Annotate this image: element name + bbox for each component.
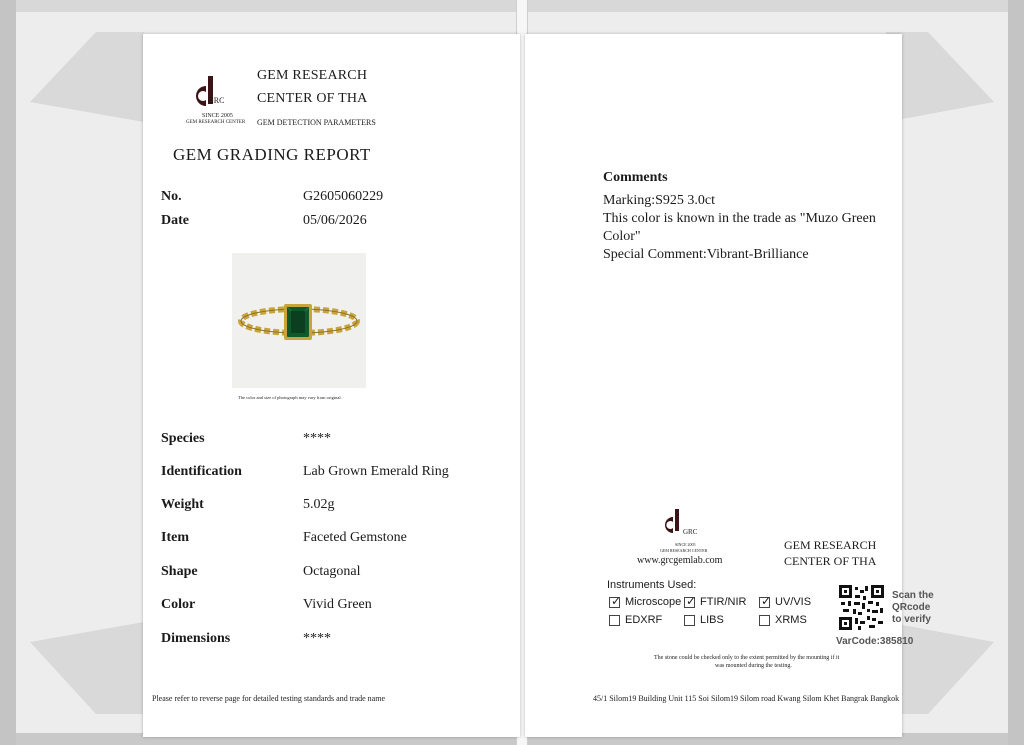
qr-code-icon[interactable] <box>839 585 884 630</box>
folder-top-edge <box>0 0 1024 12</box>
number-value: G2605060229 <box>303 189 384 204</box>
report-right-page <box>525 34 902 737</box>
number-label: No. <box>161 189 182 204</box>
libs-label: LIBS <box>700 614 724 626</box>
item-label: Item <box>161 530 189 545</box>
edxrf-label: EDXRF <box>625 614 663 626</box>
xrms-label: XRMS <box>775 614 807 626</box>
check-mark-icon: ✓ <box>761 594 772 608</box>
comment-trade-color-cont: Color" <box>603 229 641 244</box>
website-link[interactable]: www.grcgemlab.com <box>637 555 723 566</box>
xrms-checkbox[interactable] <box>759 615 770 626</box>
footer-org-line2: CENTER OF THA <box>784 554 877 568</box>
footer-logo-since: SINCE 2005 <box>675 542 696 547</box>
dimensions-label: Dimensions <box>161 631 231 646</box>
libs-checkbox[interactable] <box>684 615 695 626</box>
mount-note-line1: The stone could be checked only to the extent permitted by the mounting if it <box>654 655 840 661</box>
report-title: GEM GRADING REPORT <box>173 145 371 164</box>
photo-caption: The color and size of photograph may vary from original. <box>238 395 342 400</box>
comments-heading: Comments <box>603 170 668 185</box>
edxrf-checkbox[interactable] <box>609 615 620 626</box>
footer-org-line1: GEM RESEARCH <box>784 538 877 552</box>
reverse-page-note: Please refer to reverse page for detailed testing standards and trade name <box>152 694 386 703</box>
dimensions-value: **** <box>303 631 331 646</box>
logo-since: SINCE 2005 <box>202 113 233 119</box>
species-value: **** <box>303 431 331 446</box>
weight-label: Weight <box>161 497 204 512</box>
folder-right-edge <box>1008 0 1024 745</box>
shape-label: Shape <box>161 564 198 579</box>
identification-label: Identification <box>161 464 242 479</box>
org-tagline: GEM DETECTION PARAMETERS <box>257 118 376 127</box>
footer-logo-letters: GRC <box>683 528 698 536</box>
grc-logo-icon <box>194 74 234 116</box>
mount-note-line2: was mounted during the testing. <box>715 663 792 669</box>
logo-sub: GEM RESEARCH CENTER <box>186 120 246 125</box>
folder-left-edge <box>0 0 16 745</box>
org-name-line1: GEM RESEARCH <box>257 68 368 83</box>
microscope-label: Microscope <box>625 596 682 608</box>
ring-photo <box>232 253 366 388</box>
uv-vis-checkbox[interactable] <box>759 594 772 608</box>
species-label: Species <box>161 431 205 446</box>
check-mark-icon: ✓ <box>686 594 697 608</box>
org-name-line2: CENTER OF THA <box>257 91 368 106</box>
scan-line1: Scan the <box>892 590 934 601</box>
date-label: Date <box>161 213 189 228</box>
date-value: 05/06/2026 <box>303 213 367 228</box>
weight-value: 5.02g <box>303 497 335 512</box>
comment-special: Special Comment:Vibrant-Brilliance <box>603 247 809 262</box>
comment-marking: Marking:S925 3.0ct <box>603 193 715 208</box>
logo-letters: GRC <box>208 96 225 105</box>
color-value: Vivid Green <box>303 597 372 612</box>
scan-line2: QRcode <box>892 602 931 613</box>
uv-vis-label: UV/VIS <box>775 596 812 608</box>
ftir-nir-checkbox[interactable] <box>684 594 697 608</box>
identification-value: Lab Grown Emerald Ring <box>303 464 449 479</box>
shape-value: Octagonal <box>303 564 361 579</box>
check-mark-icon: ✓ <box>611 594 622 608</box>
emerald-ring-icon <box>232 253 366 388</box>
lab-address: 45/1 Silom19 Building Unit 115 Soi Silom19 Silom road Kwang Silom Khet Bangrak Bangkok <box>593 694 900 703</box>
comment-trade-color: This color is known in the trade as "Muzo Green <box>603 211 876 226</box>
footer-logo-sub: GEM RESEARCH CENTER <box>660 548 708 553</box>
var-code: VarCode:385810 <box>836 636 914 647</box>
instruments-heading: Instruments Used: <box>607 579 697 591</box>
color-label: Color <box>161 597 196 612</box>
ftir-nir-label: FTIR/NIR <box>700 596 747 608</box>
scan-line3: to verify <box>892 614 931 625</box>
microscope-checkbox[interactable] <box>609 594 622 608</box>
item-value: Faceted Gemstone <box>303 530 407 545</box>
